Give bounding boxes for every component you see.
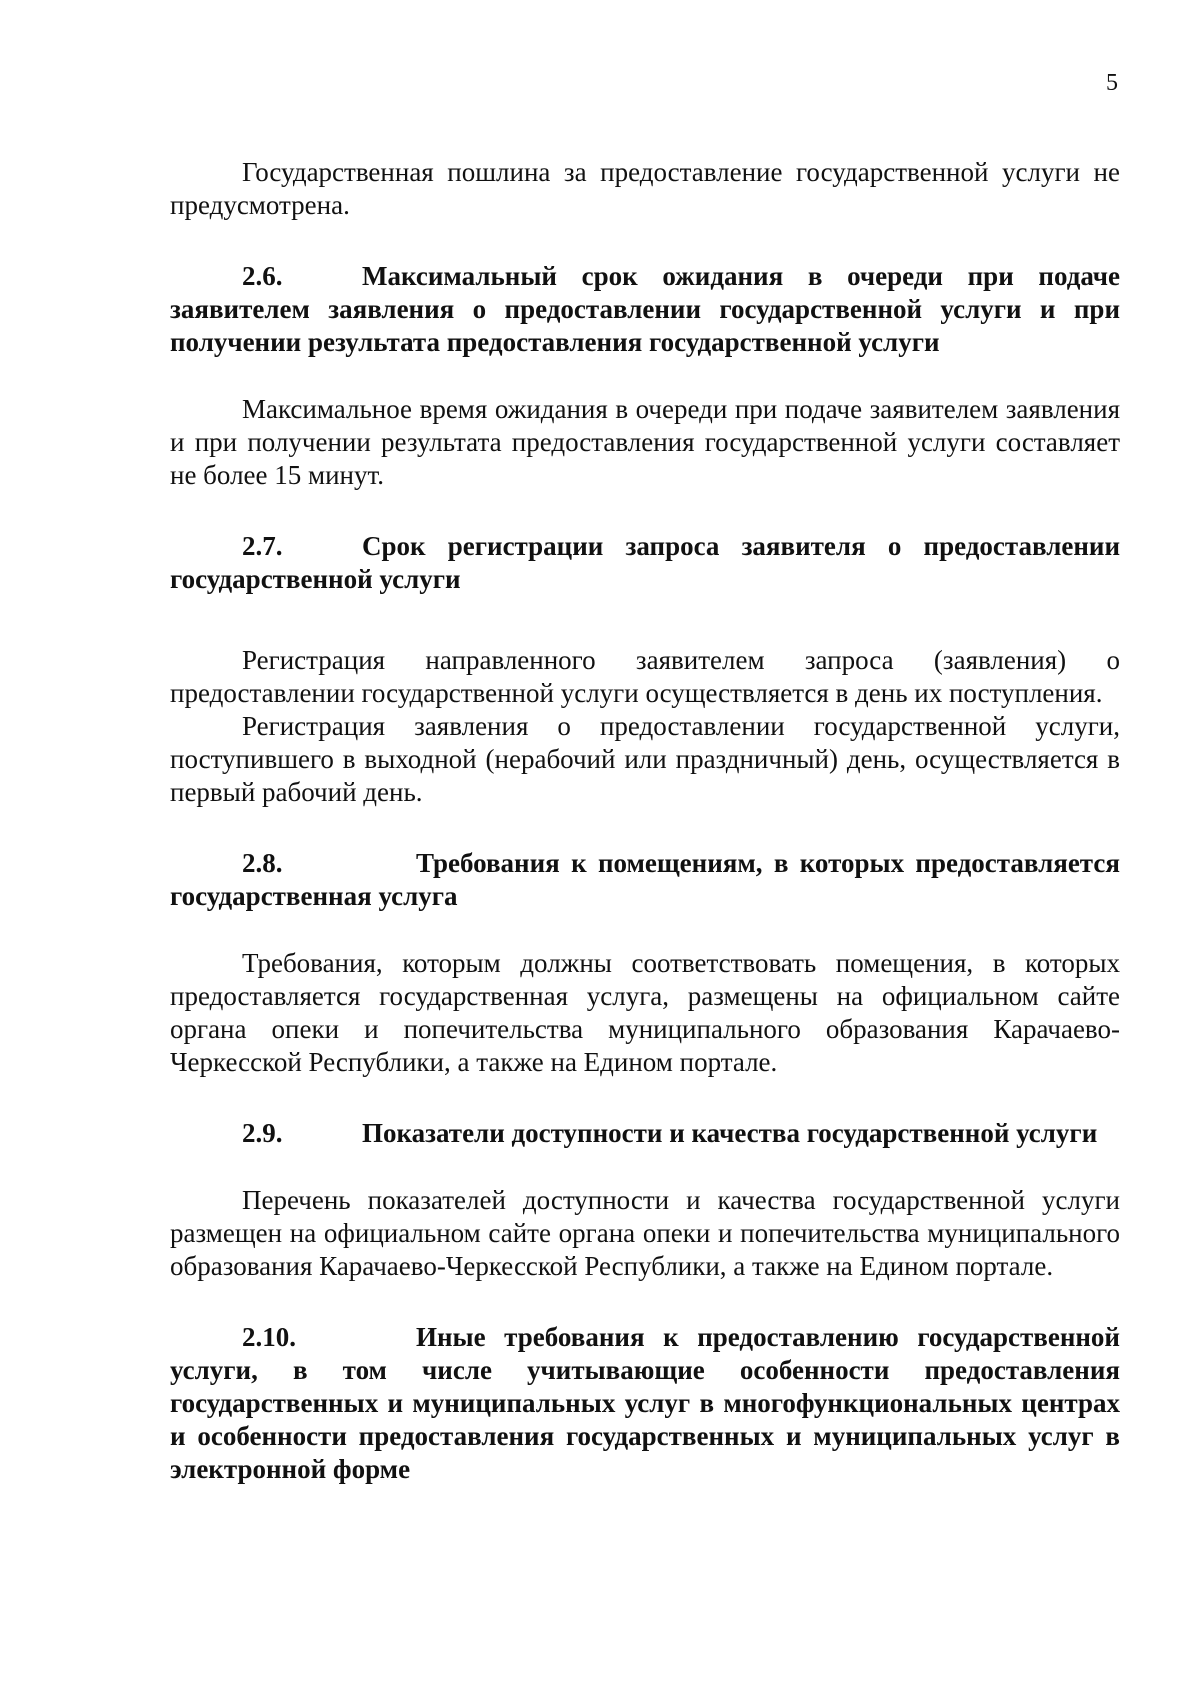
- section-number: 2.8.: [242, 848, 283, 878]
- section-paragraph: Максимальное время ожидания в очереди при подаче заявителем заявления и при получении результата предоставления государственной услуги составляет не более 15 минут.: [170, 394, 1120, 490]
- section-title: Иные требования к предоставлению государственной услуги, в том числе учитывающие особенности предоставления государственных и муниципальных услуг в многофункциональных центрах и особенности предоставления государственных и муниципальных услуг в электронной форме: [170, 1322, 1120, 1484]
- section-2-7: [170, 530, 1120, 809]
- section-heading: [170, 530, 1120, 596]
- section-heading: [170, 260, 1120, 359]
- page-number: 5: [1106, 70, 1118, 96]
- section-heading: [170, 1321, 1120, 1486]
- section-title: Показатели доступности и качества государственной услуги: [362, 1118, 1098, 1148]
- document-body: [170, 156, 1120, 1486]
- section-paragraph: Перечень показателей доступности и качества государственной услуги размещен на официальном сайте органа опеки и попечительства муниципального образования Карачаево-Черкесской Республики, а также на Едином портале.: [170, 1185, 1120, 1281]
- section-title: Максимальный срок ожидания в очереди при подаче заявителем заявления о предоставлении государственной услуги и при получении результата предоставления государственной услуги: [170, 261, 1120, 357]
- section-heading: [170, 847, 1120, 913]
- section-number: 2.6.: [242, 261, 283, 291]
- intro-paragraph: Государственная пошлина за предоставление государственной услуги не предусмотрена.: [170, 157, 1120, 220]
- section-number: 2.7.: [242, 531, 283, 561]
- section-title: Срок регистрации запроса заявителя о предоставлении государственной услуги: [170, 531, 1120, 594]
- section-2-10: [170, 1321, 1120, 1486]
- section-paragraph: Регистрация направленного заявителем запроса (заявления) о предоставлении государственной услуги осуществляется в день их поступления.: [170, 645, 1120, 708]
- section-paragraph: Требования, которым должны соответствовать помещения, в которых предоставляется государственная услуга, размещены на официальном сайте органа опеки и попечительства муниципального образования Карачаево-Черкесской Республики, а также на Едином портале.: [170, 948, 1120, 1077]
- section-2-8: [170, 847, 1120, 1079]
- section-2-6: [170, 260, 1120, 492]
- section-number: 2.10.: [242, 1322, 296, 1352]
- section-heading: [170, 1117, 1120, 1150]
- section-2-9: [170, 1117, 1120, 1283]
- section-paragraph: Регистрация заявления о предоставлении государственной услуги, поступившего в выходной (нерабочий или праздничный) день, осуществляется в первый рабочий день.: [170, 711, 1120, 807]
- section-number: 2.9.: [242, 1118, 283, 1148]
- section-title: Требования к помещениям, в которых предоставляется государственная услуга: [170, 848, 1120, 911]
